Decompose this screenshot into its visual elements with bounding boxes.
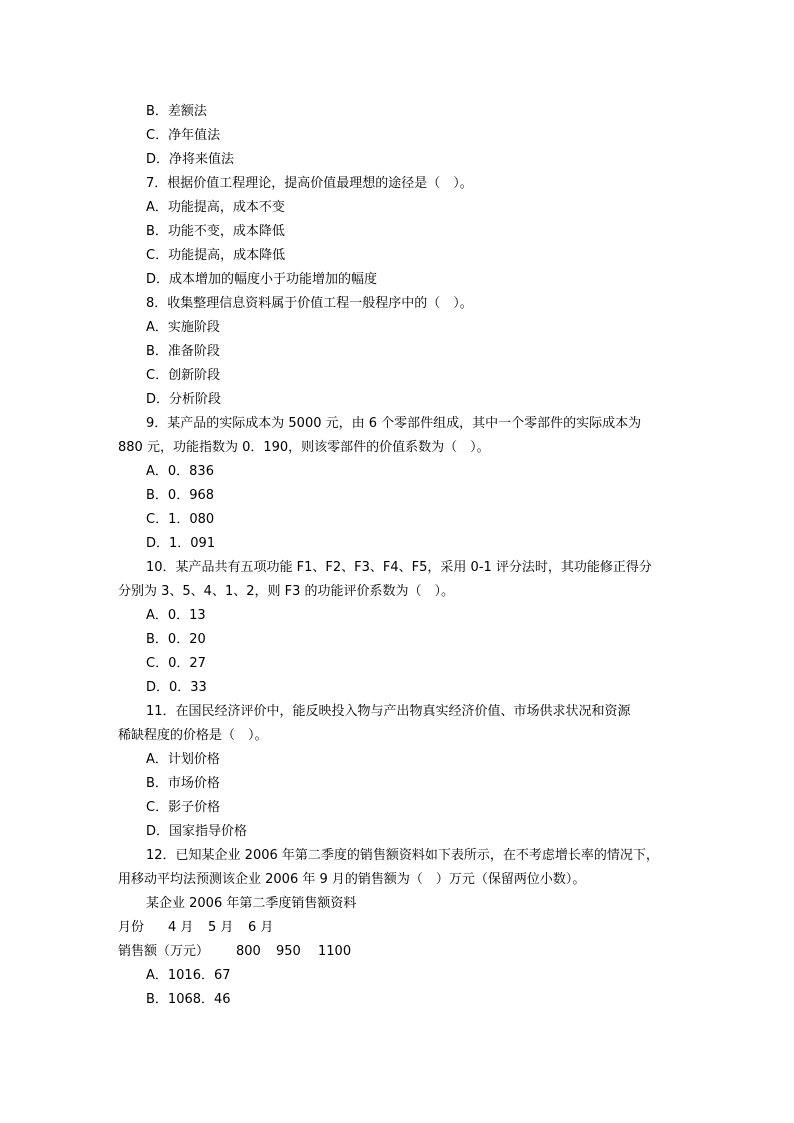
table-cell: 800 xyxy=(236,944,261,959)
q9-option-a: A．0．836 xyxy=(146,464,214,479)
q12-table-header-row xyxy=(118,920,288,936)
table-header-cell: 5 月 xyxy=(208,920,234,935)
table-cell: 1100 xyxy=(318,944,352,959)
q7-stem: 7．根据价值工程理论，提高价值最理想的途径是（ ）。 xyxy=(146,176,473,191)
q9-stem-line1: 9．某产品的实际成本为 5000 元，由 6 个零部件组成，其中一个零部件的实际成本为 xyxy=(146,416,642,431)
table-header-cell: 月份 xyxy=(118,920,145,935)
q10-option-c: C．0．27 xyxy=(146,656,206,671)
q8-stem: 8．收集整理信息资料属于价值工程一般程序中的（ ）。 xyxy=(146,296,473,311)
q9-option-d: D．1．091 xyxy=(146,536,216,551)
q10-option-d: D．0．33 xyxy=(146,680,207,695)
q11-option-d: D．国家指导价格 xyxy=(146,824,248,839)
q6-option-c: C．净年值法 xyxy=(146,128,221,143)
q11-option-c: C．影子价格 xyxy=(146,800,221,815)
q12-table-caption: 某企业 2006 年第二季度销售额资料 xyxy=(146,896,357,911)
q10-option-a: A．0．13 xyxy=(146,608,206,623)
q7-option-b: B．功能不变，成本降低 xyxy=(146,224,285,239)
q12-option-b: B．1068．46 xyxy=(146,992,231,1007)
q10-option-b: B．0．20 xyxy=(146,632,206,647)
table-header-cell: 6 月 xyxy=(248,920,274,935)
q12-stem-line2: 用移动平均法预测该企业 2006 年 9 月的销售额为（ ）万元（保留两位小数）。 xyxy=(118,872,586,887)
q8-option-c: C．创新阶段 xyxy=(146,368,221,383)
q10-stem-line2: 分别为 3、5、4、1、2，则 F3 的功能评价系数为（ ）。 xyxy=(118,584,455,599)
q9-stem-line2: 880 元，功能指数为 0．190，则该零部件的价值系数为（ ）。 xyxy=(118,440,490,455)
table-header-cell: 4 月 xyxy=(168,920,194,935)
table-cell: 销售额（万元） xyxy=(118,944,210,959)
table-cell: 950 xyxy=(276,944,301,959)
q9-option-c: C．1．080 xyxy=(146,512,215,527)
q10-stem-line1: 10．某产品共有五项功能 F1、F2、F3、F4、F5，采用 0-1 评分法时，其功能修正得分 xyxy=(146,560,652,575)
q7-option-d: D．成本增加的幅度小于功能增加的幅度 xyxy=(146,272,378,287)
q11-stem-line1: 11．在国民经济评价中，能反映投入物与产出物真实经济价值、市场供求状况和资源 xyxy=(146,704,631,719)
q12-option-a: A．1016．67 xyxy=(146,968,231,983)
q11-option-a: A．计划价格 xyxy=(146,752,220,767)
q11-option-b: B．市场价格 xyxy=(146,776,220,791)
q11-stem-line2: 稀缺程度的价格是（ ）。 xyxy=(118,728,268,743)
q8-option-d: D．分析阶段 xyxy=(146,392,222,407)
q8-option-a: A．实施阶段 xyxy=(146,320,220,335)
q6-option-b: B．差额法 xyxy=(146,104,207,119)
q8-option-b: B．准备阶段 xyxy=(146,344,220,359)
q7-option-c: C．功能提高，成本降低 xyxy=(146,248,286,263)
q6-option-d: D．净将来值法 xyxy=(146,152,235,167)
q7-option-a: A．功能提高，成本不变 xyxy=(146,200,285,215)
q12-table-data-row xyxy=(118,944,358,960)
q12-stem-line1: 12．已知某企业 2006 年第二季度的销售额资料如下表所示，在不考虑增长率的情况下， xyxy=(146,848,659,863)
q9-option-b: B．0．968 xyxy=(146,488,215,503)
